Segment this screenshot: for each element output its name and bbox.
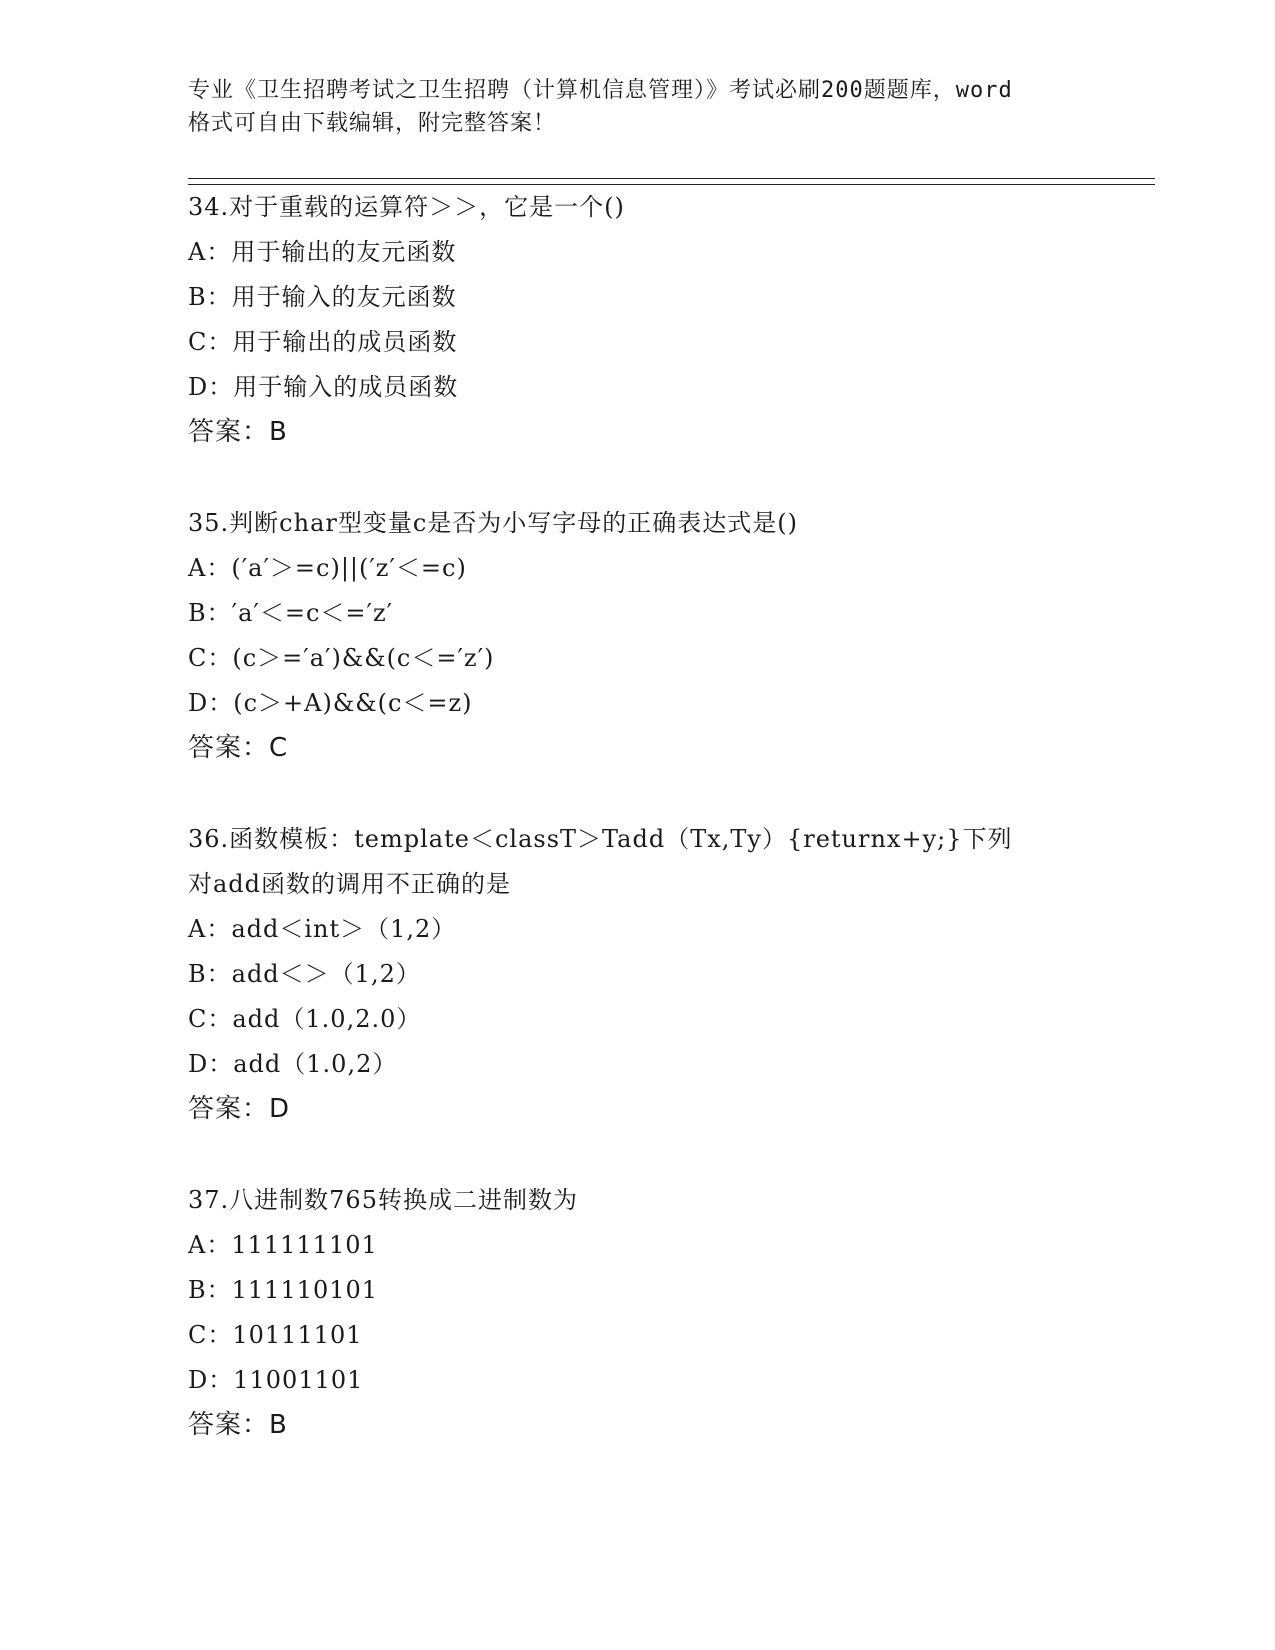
question-34-answer: 答案：B: [188, 417, 288, 447]
question-36-option-b: B：add＜＞（1,2）: [188, 960, 421, 988]
question-35-option-d: D：(c＞+A)&&(c＜=z): [188, 689, 473, 717]
question-36-stem-continued: 对add函数的调用不正确的是: [188, 870, 512, 898]
header-line-2: 格式可自由下载编辑，附完整答案！: [188, 111, 557, 136]
question-34-option-c: C：用于输出的成员函数: [188, 328, 458, 356]
question-34-option-d: D：用于输入的成员函数: [188, 373, 459, 401]
question-34-option-a: A：用于输出的友元函数: [188, 238, 457, 266]
question-37-option-b: B：111110101: [188, 1276, 379, 1304]
header-divider-bottom: [188, 184, 1155, 185]
question-37-stem: 37.八进制数765转换成二进制数为: [188, 1186, 578, 1214]
question-36-option-d: D：add（1.0,2）: [188, 1050, 398, 1078]
header-line-1: 专业《卫生招聘考试之卫生招聘（计算机信息管理）》考试必刷200题题库，word: [188, 78, 1013, 103]
question-37-option-d: D：11001101: [188, 1366, 364, 1394]
question-37-option-c: C：10111101: [188, 1321, 363, 1349]
question-35-option-c: C：(c＞=′a′)&&(c＜=′z′): [188, 644, 495, 672]
question-35-answer: 答案：C: [188, 733, 289, 763]
question-37-answer: 答案：B: [188, 1410, 288, 1440]
header-divider-top: [188, 178, 1155, 179]
question-37-option-a: A：111111101: [188, 1231, 378, 1259]
question-35-stem: 35.判断char型变量c是否为小写字母的正确表达式是(): [188, 509, 799, 537]
question-36-answer: 答案：D: [188, 1094, 291, 1124]
question-36-option-c: C：add（1.0,2.0）: [188, 1005, 422, 1033]
document-header: [188, 74, 1108, 140]
question-34-stem: 34.对于重载的运算符＞＞，它是一个(): [188, 193, 625, 221]
question-35-option-b: B：′a′＜=c＜=′z′: [188, 599, 394, 627]
question-36-stem: 36.函数模板：template＜classT＞Tadd（Tx,Ty）{returnx+y;}下列: [188, 825, 1013, 853]
question-36-option-a: A：add＜int＞（1,2）: [188, 915, 457, 943]
question-34-option-b: B：用于输入的友元函数: [188, 283, 457, 311]
question-35-option-a: A：(′a′＞=c)||(′z′＜=c): [188, 554, 467, 582]
